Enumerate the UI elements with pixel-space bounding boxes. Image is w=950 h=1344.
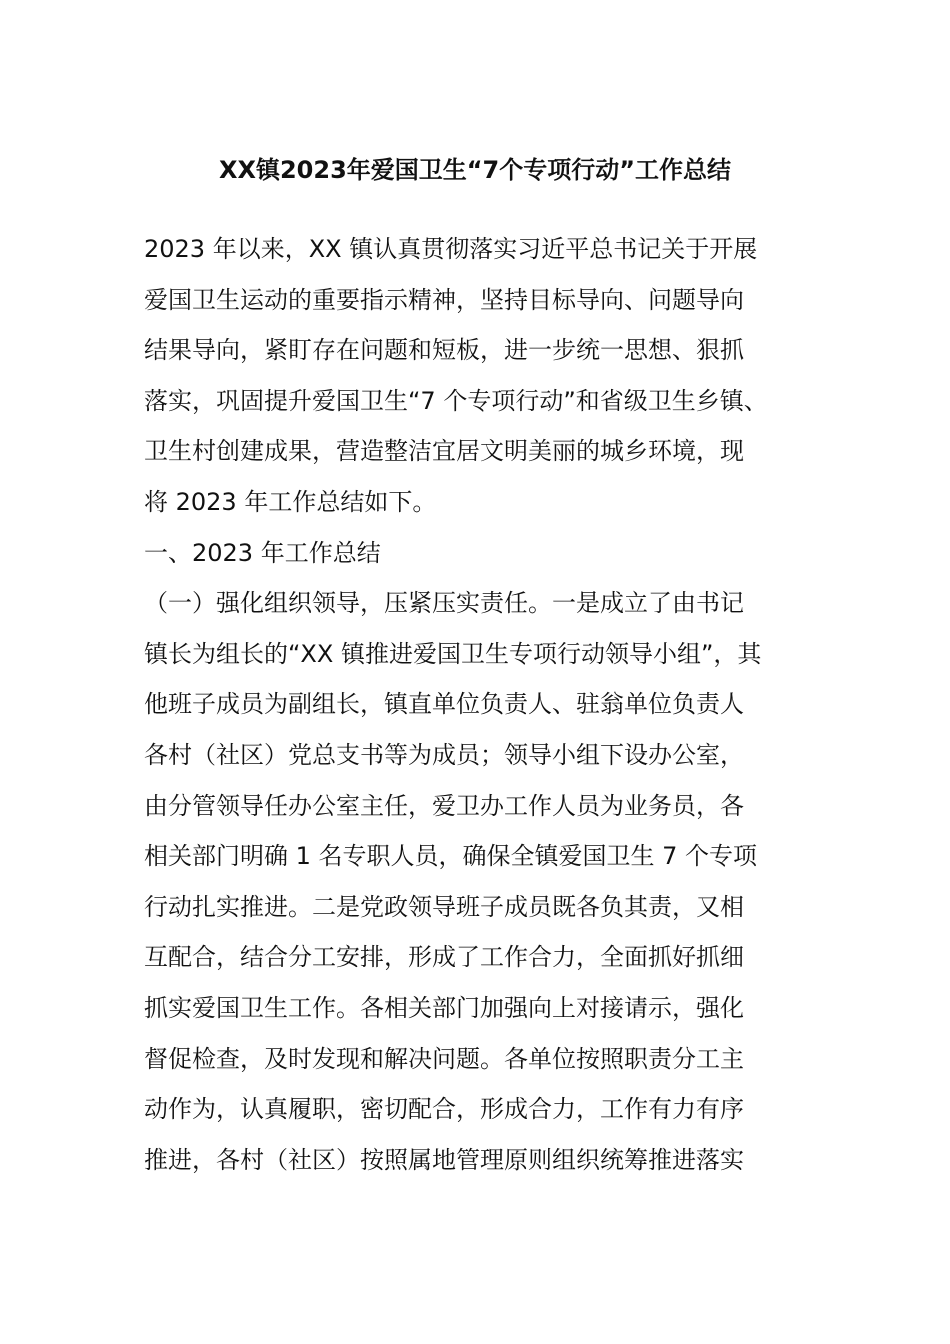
section-heading: 一、2023 年工作总结 (144, 538, 381, 567)
body-line: 抓实爱国卫生工作。各相关部门加强向上对接请示，强化 (144, 993, 744, 1022)
body-line: 互配合，结合分工安排，形成了工作合力，全面抓好抓细 (144, 943, 744, 972)
body-line: 结果导向，紧盯存在问题和短板，进一步统一思想、狠抓 (144, 336, 744, 365)
body-line: 2023 年以来，XX 镇认真贯彻落实习近平总书记关于开展 (144, 235, 758, 263)
document-title: XX镇2023年爱国卫生“7个专项行动”工作总结 (218, 156, 732, 184)
body-line: 督促检查，及时发现和解决问题。各单位按照职责分工主 (144, 1044, 744, 1073)
body-line: 爱国卫生运动的重要指示精神，坚持目标导向、问题导向 (144, 285, 744, 314)
body-line: （一）强化组织领导，压紧压实责任。一是成立了由书记 (144, 589, 744, 618)
body-line: 各村（社区）党总支书等为成员；领导小组下设办公室， (144, 740, 744, 769)
body-line: 他班子成员为副组长，镇直单位负责人、驻翁单位负责人 (144, 690, 744, 719)
document-body (144, 224, 814, 1185)
body-line: 将 2023 年工作总结如下。 (144, 487, 437, 516)
body-line: 推进，各村（社区）按照属地管理原则组织统筹推进落实 (144, 1145, 744, 1174)
body-line: 行动扎实推进。二是党政领导班子成员既各负其责，又相 (144, 892, 744, 921)
body-line: 动作为，认真履职，密切配合，形成合力，工作有力有序 (144, 1095, 744, 1124)
body-line: 镇长为组长的“XX 镇推进爱国卫生专项行动领导小组”，其 (144, 639, 762, 668)
body-line: 由分管领导任办公室主任，爱卫办工作人员为业务员，各 (144, 791, 744, 820)
body-line: 卫生村创建成果，营造整洁宜居文明美丽的城乡环境，现 (144, 437, 744, 466)
body-line: 落实，巩固提升爱国卫生“7 个专项行动”和省级卫生乡镇、 (144, 386, 768, 415)
body-line: 相关部门明确 1 名专职人员，确保全镇爱国卫生 7 个专项 (144, 842, 758, 871)
